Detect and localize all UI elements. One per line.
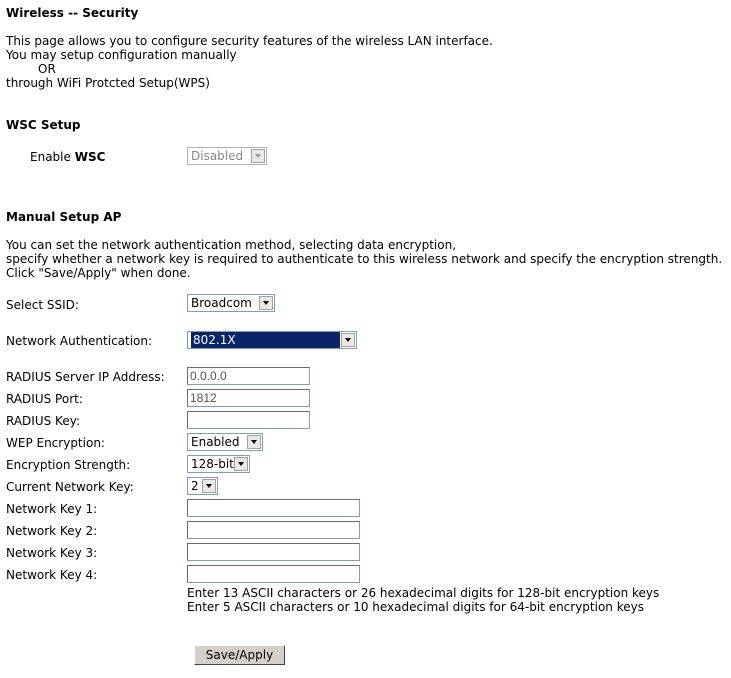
key1-label: Network Key 1: [6, 502, 98, 516]
wep-value: Enabled [191, 435, 240, 449]
intro-line-2: You may setup configuration manually [6, 48, 237, 62]
page-title: Wireless -- Security [6, 6, 139, 20]
chevron-down-icon [259, 296, 273, 310]
network-key-2-input[interactable] [187, 521, 360, 539]
current-key-value: 2 [191, 479, 199, 493]
enable-wsc-value: Disabled [191, 149, 244, 163]
radius-port-input[interactable] [187, 389, 310, 407]
key-hint-64: Enter 5 ASCII characters or 10 hexadecimal digits for 64-bit encryption keys [187, 600, 644, 614]
wep-label: WEP Encryption: [6, 436, 105, 450]
radius-key-label: RADIUS Key: [6, 414, 80, 428]
chevron-down-icon [251, 149, 265, 163]
network-key-1-input[interactable] [187, 499, 360, 517]
current-key-select[interactable] [187, 477, 218, 495]
strength-value: 128-bit [191, 457, 234, 471]
ssid-select[interactable] [187, 294, 275, 312]
key2-label: Network Key 2: [6, 524, 98, 538]
network-key-3-input[interactable] [187, 543, 360, 561]
manual-desc-1: You can set the network authentication method, selecting data encryption, [6, 238, 457, 252]
key3-label: Network Key 3: [6, 546, 98, 560]
enable-wsc-label [30, 150, 105, 164]
manual-heading: Manual Setup AP [6, 210, 122, 224]
save-apply-button[interactable]: Save/Apply [194, 645, 285, 665]
wsc-heading: WSC Setup [6, 118, 81, 132]
radius-ip-input[interactable] [187, 367, 310, 385]
intro-line-3: OR [38, 62, 56, 76]
intro-line-1: This page allows you to configure security features of the wireless LAN interface. [6, 34, 493, 48]
auth-value: 802.1X [191, 332, 340, 348]
chevron-down-icon [234, 457, 248, 471]
manual-desc-2: specify whether a network key is required to authenticate to this wireless network and specify the encryption strength. [6, 252, 723, 266]
strength-select[interactable] [187, 455, 250, 473]
chevron-down-icon [247, 435, 261, 449]
ssid-value: Broadcom [191, 296, 252, 310]
strength-label: Encryption Strength: [6, 458, 131, 472]
ssid-label: Select SSID: [6, 298, 79, 312]
enable-wsc-label-prefix: Enable [30, 150, 75, 164]
key-hint-128: Enter 13 ASCII characters or 26 hexadecimal digits for 128-bit encryption keys [187, 586, 660, 600]
enable-wsc-select[interactable] [187, 147, 267, 165]
auth-label: Network Authentication: [6, 334, 153, 348]
key4-label: Network Key 4: [6, 568, 98, 582]
current-key-label: Current Network Key: [6, 480, 134, 494]
chevron-down-icon [202, 479, 216, 493]
network-key-4-input[interactable] [187, 565, 360, 583]
radius-key-input[interactable] [187, 411, 310, 429]
manual-desc-3: Click "Save/Apply" when done. [6, 266, 191, 280]
wep-select[interactable] [187, 433, 263, 451]
enable-wsc-label-bold: WSC [74, 150, 106, 164]
intro-line-4: through WiFi Protcted Setup(WPS) [6, 76, 210, 90]
radius-ip-label: RADIUS Server IP Address: [6, 370, 165, 384]
radius-port-label: RADIUS Port: [6, 392, 83, 406]
auth-select[interactable] [187, 331, 357, 349]
chevron-down-icon [341, 333, 355, 347]
